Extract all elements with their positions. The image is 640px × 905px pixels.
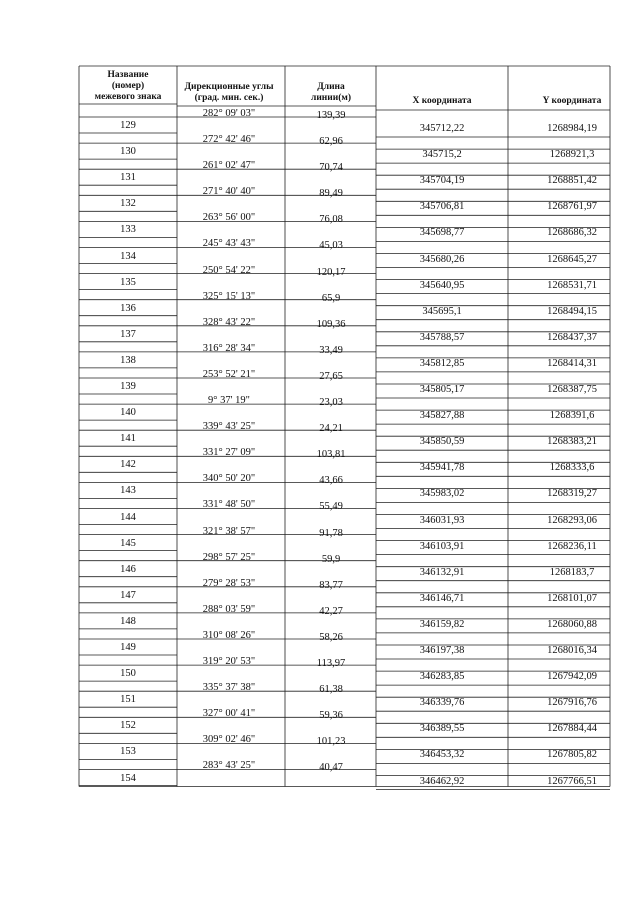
segment-angle: 263° 56' 00" — [202, 212, 256, 224]
point-number: 147 — [120, 589, 136, 601]
segment-length: 65,9 — [321, 292, 341, 304]
point-number: 142 — [120, 459, 136, 471]
segment-angle: 253° 52' 21" — [202, 368, 256, 380]
point-x: 346197,38 — [419, 645, 465, 656]
segment-angle: 328° 43' 22" — [202, 316, 256, 328]
point-number: 146 — [120, 563, 136, 575]
segment-length: 27,65 — [319, 370, 343, 382]
segment-length: 76,08 — [319, 214, 343, 226]
segment-angle: 288° 03' 59" — [202, 603, 256, 615]
segment-length: 103,81 — [316, 449, 346, 461]
header-length-line1: Длина — [317, 82, 345, 92]
segment-angle: 272° 42' 46" — [202, 134, 256, 145]
point-number: 132 — [120, 198, 136, 210]
segment-angle: 261° 02' 47" — [202, 160, 256, 172]
point-y: 1268494,15 — [547, 305, 597, 317]
segment-angle: 283° 43' 25" — [202, 760, 256, 772]
point-number: 133 — [120, 224, 136, 236]
header-angles-line2: (град. мин. сек.) — [194, 93, 264, 103]
segment-angle: 319° 20' 53" — [202, 656, 256, 667]
segment-angle: 335° 37' 38" — [202, 682, 256, 694]
segment-angle: 331° 48' 50" — [202, 499, 256, 511]
segment-length: 58,26 — [319, 631, 343, 643]
segment-angle: 321° 38' 57" — [202, 525, 256, 537]
point-y: 1267916,76 — [547, 697, 597, 709]
point-x: 346159,82 — [419, 618, 465, 630]
segment-angle: 250° 54' 22" — [202, 264, 256, 276]
point-x: 346146,71 — [419, 592, 465, 604]
point-number: 144 — [120, 511, 136, 523]
point-y: 1268183,7 — [549, 566, 595, 578]
segment-angle: 245° 43' 43" — [202, 238, 256, 250]
point-x: 346339,76 — [419, 697, 465, 709]
segment-length: 89,49 — [319, 188, 343, 200]
point-y: 1268391,6 — [549, 410, 595, 422]
point-x: 346462,92 — [419, 775, 465, 787]
point-x: 345712,22 — [419, 123, 465, 134]
point-y: 1268333,6 — [549, 462, 595, 474]
header-angles-line1: Дирекционные углы — [184, 82, 274, 92]
segment-angle: 339° 43' 25" — [202, 421, 256, 433]
segment-length: 61,38 — [319, 684, 343, 696]
point-number: 139 — [120, 381, 136, 392]
point-x: 345715,2 — [422, 149, 462, 161]
segment-length: 120,17 — [316, 266, 346, 278]
point-number: 135 — [120, 276, 136, 288]
point-y: 1268293,06 — [547, 514, 597, 526]
point-x: 346389,55 — [419, 723, 465, 735]
point-number: 131 — [120, 172, 136, 184]
segment-length: 91,78 — [319, 527, 343, 539]
header-name — [80, 70, 176, 103]
segment-angle: 298° 57' 25" — [202, 551, 256, 563]
point-x: 345983,02 — [419, 488, 465, 500]
point-x: 346031,93 — [419, 514, 465, 526]
point-x: 345812,85 — [419, 357, 465, 369]
point-x: 345788,57 — [419, 331, 465, 343]
point-y: 1268984,19 — [547, 123, 597, 134]
point-x: 345706,81 — [419, 201, 465, 213]
segment-length: 70,74 — [319, 162, 343, 174]
point-x: 345680,26 — [419, 253, 465, 265]
header-length — [287, 82, 375, 104]
point-y: 1268016,34 — [547, 645, 597, 656]
point-number: 136 — [120, 302, 136, 314]
point-y: 1268414,31 — [547, 357, 597, 369]
point-number: 152 — [120, 720, 136, 732]
header-angles — [177, 82, 281, 104]
segment-length: 23,03 — [319, 397, 343, 408]
segment-length: 40,47 — [319, 762, 343, 774]
segment-angle: 340° 50' 20" — [202, 473, 256, 485]
point-y: 1268387,75 — [547, 384, 597, 395]
point-number: 149 — [120, 642, 136, 653]
point-y: 1268645,27 — [547, 253, 597, 265]
segment-angle: 9° 37' 19" — [208, 395, 250, 406]
segment-length: 45,03 — [319, 240, 343, 252]
segment-length: 43,66 — [319, 475, 343, 487]
segment-angle: 279° 28' 53" — [202, 577, 256, 589]
point-y: 1268531,71 — [547, 279, 597, 291]
point-x: 345698,77 — [419, 227, 465, 239]
header-length-line2: линии(м) — [310, 93, 352, 103]
point-x: 346453,32 — [419, 749, 465, 761]
point-x: 345805,17 — [419, 384, 465, 395]
segment-angle: 310° 08' 26" — [202, 629, 256, 641]
segment-length: 62,96 — [319, 136, 343, 147]
point-x: 345695,1 — [422, 305, 462, 317]
segment-length: 59,36 — [319, 710, 343, 722]
segment-length: 55,49 — [319, 501, 343, 513]
point-x: 346103,91 — [419, 540, 465, 552]
segment-length: 83,77 — [319, 579, 343, 591]
point-y: 1268383,21 — [547, 436, 597, 448]
point-y: 1268437,37 — [547, 331, 597, 343]
point-y: 1268101,07 — [547, 592, 597, 604]
point-number: 148 — [120, 615, 136, 627]
segment-length: 101,23 — [316, 736, 346, 748]
header-name-line3: межевого знака — [94, 92, 162, 102]
point-x: 345850,59 — [419, 436, 465, 448]
point-y: 1268921,3 — [549, 149, 595, 161]
point-y: 1268319,27 — [547, 488, 597, 500]
point-y: 1268236,11 — [547, 540, 597, 552]
point-number: 141 — [120, 433, 136, 445]
segment-length: 42,27 — [319, 605, 343, 617]
point-number: 150 — [120, 668, 136, 680]
point-number: 145 — [120, 537, 136, 549]
segment-length: 113,97 — [316, 658, 346, 669]
segment-angle: 327° 00' 41" — [202, 708, 256, 720]
segment-angle: 309° 02' 46" — [202, 734, 256, 746]
point-y: 1267766,51 — [547, 775, 597, 787]
segment-length: 109,36 — [316, 318, 346, 330]
segment-angle: 331° 27' 09" — [202, 447, 256, 459]
point-number: 138 — [120, 354, 136, 366]
segment-angle: 282° 09' 03" — [202, 108, 256, 119]
point-y: 1268060,88 — [547, 618, 597, 630]
point-number: 130 — [120, 146, 136, 158]
segment-length: 33,49 — [319, 344, 343, 356]
point-x: 345704,19 — [419, 175, 465, 187]
point-x: 345640,95 — [419, 279, 465, 291]
point-y: 1267884,44 — [547, 723, 597, 735]
point-number: 151 — [120, 694, 136, 706]
point-y: 1267942,09 — [547, 671, 597, 683]
point-number: 143 — [120, 485, 136, 497]
segment-length: 139,39 — [316, 110, 346, 121]
point-x: 346283,85 — [419, 671, 465, 683]
segment-length: 24,21 — [319, 423, 343, 435]
point-y: 1267805,82 — [547, 749, 597, 761]
header-y: Y координата — [542, 96, 602, 106]
header-name-line2: (номер) — [111, 81, 145, 91]
segment-angle: 316° 28' 34" — [202, 342, 256, 354]
point-number: 134 — [120, 250, 136, 262]
point-x: 346132,91 — [419, 566, 465, 578]
segment-angle: 325° 15' 13" — [202, 290, 256, 302]
point-y: 1268686,32 — [547, 227, 597, 239]
segment-angle: 271° 40' 40" — [202, 186, 256, 198]
point-number: 153 — [120, 746, 136, 758]
point-number: 140 — [120, 407, 136, 419]
point-number: 129 — [120, 120, 136, 131]
point-y: 1268761,97 — [547, 201, 597, 213]
segment-length: 59,9 — [321, 553, 341, 565]
point-x: 345827,88 — [419, 410, 465, 422]
point-number: 154 — [120, 772, 136, 784]
point-number: 137 — [120, 328, 136, 340]
header-x: X координата — [412, 96, 472, 106]
point-x: 345941,78 — [419, 462, 465, 474]
point-y: 1268851,42 — [547, 175, 597, 187]
header-name-line1: Название — [107, 70, 149, 80]
